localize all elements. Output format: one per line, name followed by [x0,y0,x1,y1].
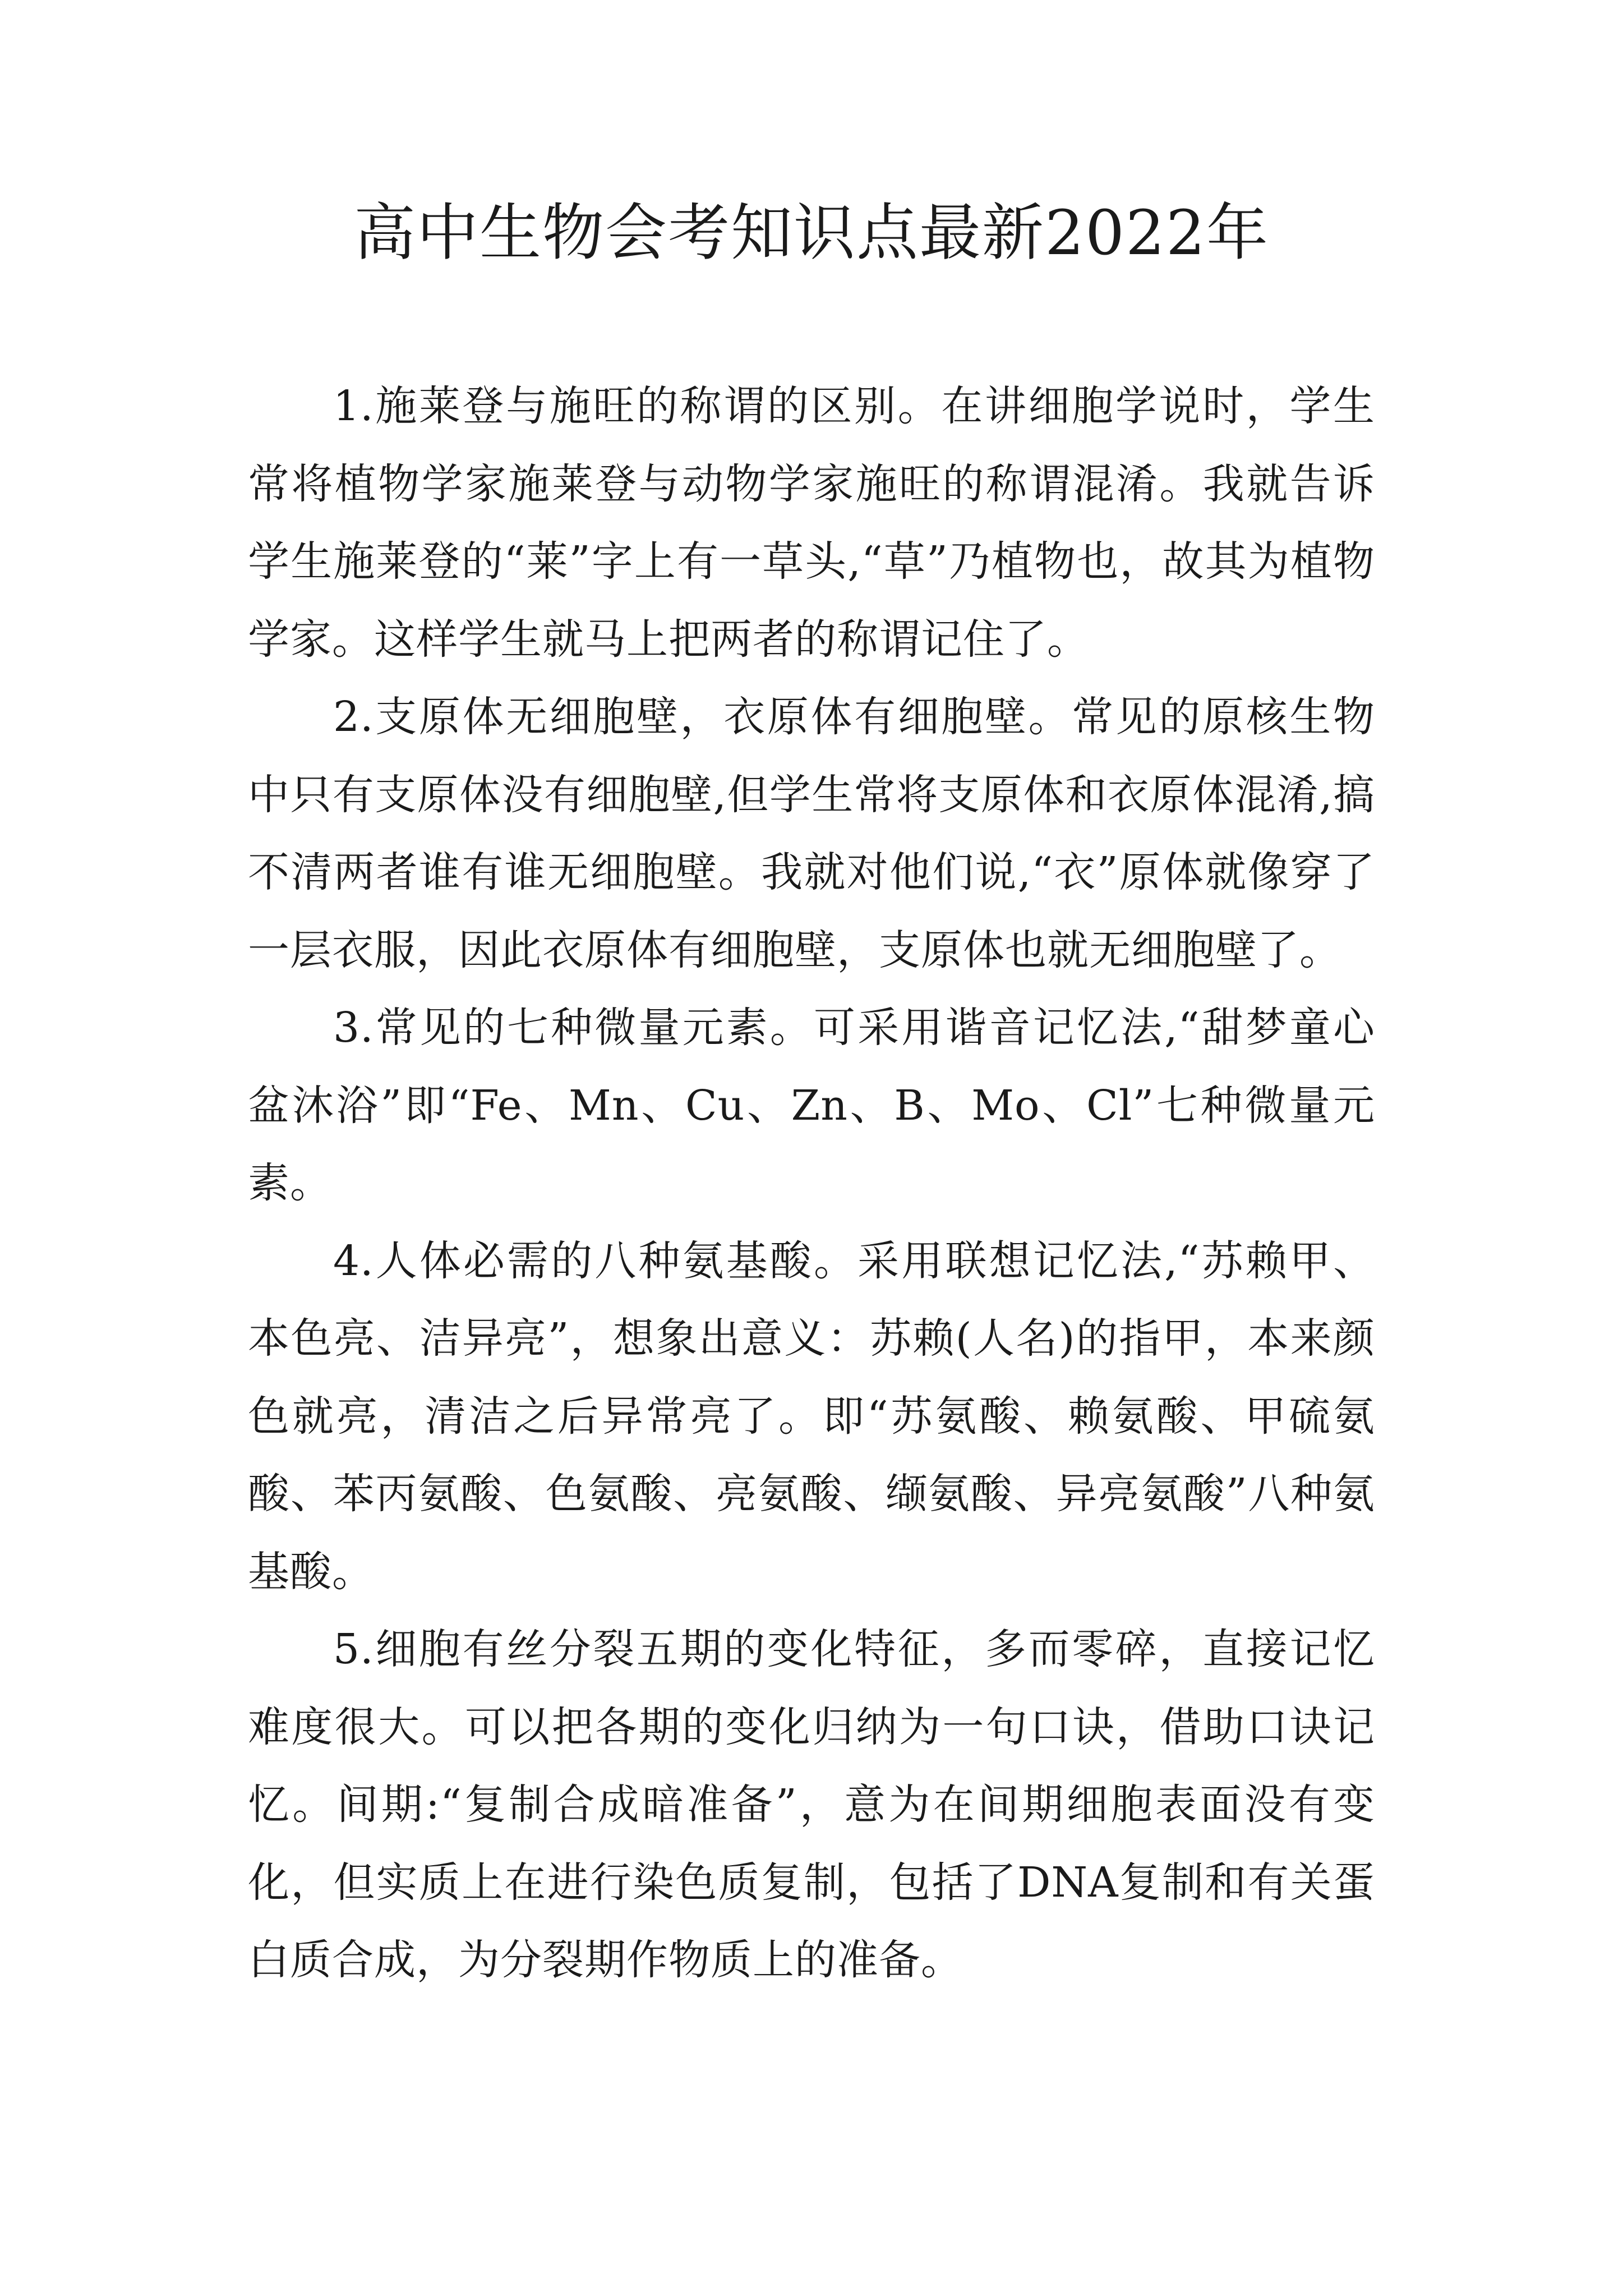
document-body [248,367,1375,1999]
paragraph-4: 4.人体必需的八种氨基酸。采用联想记忆法,“苏赖甲、本色亮、洁异亮”，想象出意义：苏赖(人名)的指甲，本来颜色就亮，清洁之后异常亮了。即“苏氨酸、赖氨酸、甲硫氨酸、苯丙氨酸、色氨酸、亮氨酸、缬氨酸、异亮氨酸”八种氨基酸。 [248,1236,1375,1596]
document-title: 高中生物会考知识点最新2022年 [354,197,1269,269]
paragraph-3: 3.常见的七种微量元素。可采用谐音记忆法,“甜梦童心盆沐浴”即“Fe、Mn、Cu、Zn、B、Mo、Cl”七种微量元素。 [248,1004,1375,1207]
paragraph-2: 2.支原体无细胞壁，衣原体有细胞壁。常见的原核生物中只有支原体没有细胞壁,但学生常将支原体和衣原体混淆,搞不清两者谁有谁无细胞壁。我就对他们说,“衣”原体就像穿了一层衣服，因此衣原体有细胞壁，支原体也就无细胞壁了。 [248,693,1375,974]
paragraph-5: 5.细胞有丝分裂五期的变化特征，多而零碎，直接记忆难度很大。可以把各期的变化归纳为一句口诀，借助口诀记忆。间期:“复制合成暗准备”，意为在间期细胞表面没有变化，但实质上在进行染色质复制，包括了DNA复制和有关蛋白质合成，为分裂期作物质上的准备。 [248,1625,1375,1984]
paragraph-1: 1.施莱登与施旺的称谓的区别。在讲细胞学说时，学生常将植物学家施莱登与动物学家施旺的称谓混淆。我就告诉学生施莱登的“莱”字上有一草头,“草”乃植物也，故其为植物学家。这样学生就马上把两者的称谓记住了。 [248,382,1375,664]
